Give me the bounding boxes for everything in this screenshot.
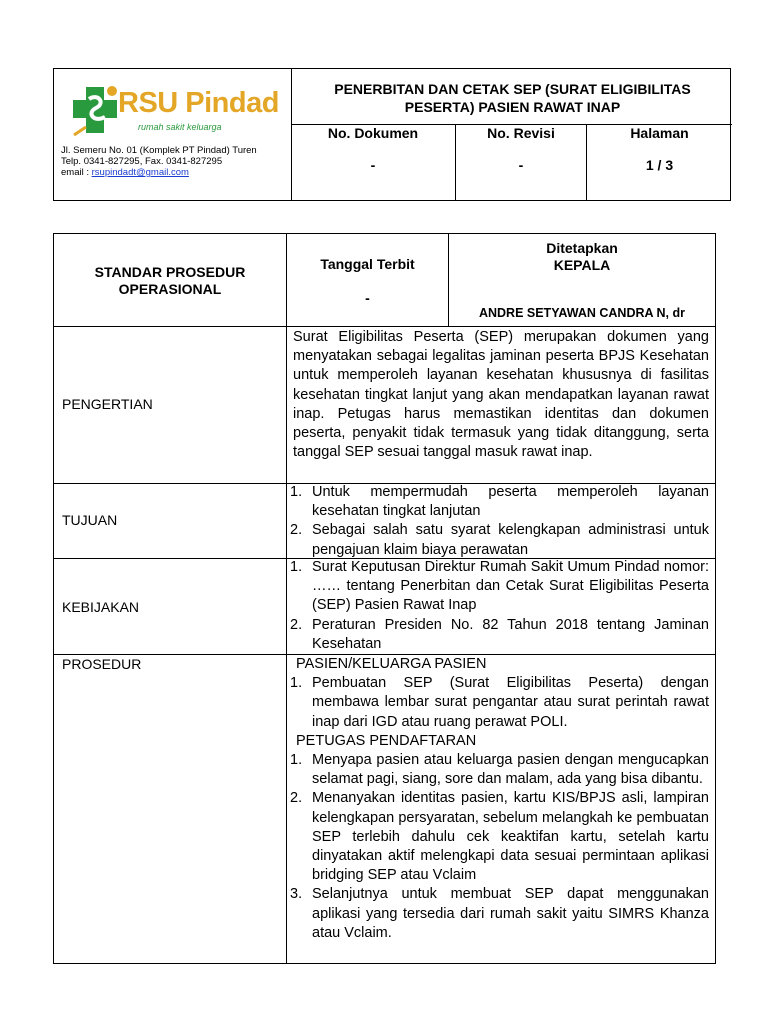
kebijakan-list [290,558,709,654]
address-line-1: Jl. Semeru No. 01 (Komplek PT Pindad) Turen [61,145,257,156]
prosedur-petugas-list [290,751,709,943]
hospital-cross-icon [72,81,118,139]
tujuan-label: TUJUAN [62,512,118,528]
address-line-2: Telp. 0341-827295, Fax. 0341-827295 [61,156,223,167]
prosedur-content [290,655,709,943]
signatory-name: ANDRE SETYAWAN CANDRA N, dr [478,306,686,320]
kepala-label: KEPALA [553,257,611,273]
halaman-value: 1 / 3 [645,157,674,173]
sop-table [53,233,716,964]
logo-name: RSU Pindad [118,87,279,119]
ditetapkan-label: Ditetapkan [546,240,618,256]
kebijakan-label: KEBIJAKAN [62,599,140,615]
sop-title: STANDAR PROSEDUR OPERASIONAL [94,264,246,297]
email-line [61,167,189,178]
logo-tagline: rumah sakit keluarga [138,122,222,132]
dokumen-header: No. Dokumen [327,125,419,141]
list-item: 2. Menanyakan identitas pasien, kartu KIS/BPJS asli, lampiran kelengkapan persyaratan, sebelum melangkah ke pembuatan SEP terlebih dahulu cek keaktifan kartu, setelah kartu dinyatakan aktif melengkapi data sesuai permintaan aplikasi bridging SEP atau Vclaim [290,790,709,884]
pengertian-label: PENGERTIAN [62,396,153,412]
column-divider [286,234,287,963]
document-header-table [53,68,731,201]
halaman-header: Halaman [630,125,689,141]
revisi-header: No. Revisi [487,125,555,141]
dokumen-value: - [370,157,376,173]
list-item: 1. Surat Keputusan Direktur Rumah Sakit Umum Pindad nomor: …… tentang Penerbitan dan Cetak Surat Eligibilitas Peserta (SEP) Pasien Rawat Inap [290,559,709,614]
hospital-logo [72,81,282,141]
list-item: 2. Sebagai salah satu syarat kelengkapan administrasi untuk pengajuan klaim biaya perawatan [290,522,709,558]
row-divider [54,326,715,327]
list-item: 3. Selanjutnya untuk membuat SEP dapat menggunakan aplikasi yang tersedia dari rumah sakit yaitu SIMRS Khanza atau Vclaim. [290,886,709,941]
title-cell [291,69,732,124]
email-link[interactable]: rsupindadt@gmail.com [91,167,189,178]
tujuan-list [290,483,709,560]
prosedur-group-title: PETUGAS PENDAFTARAN [296,732,477,749]
prosedur-group-title: PASIEN/KELUARGA PASIEN [296,656,487,672]
pengertian-text: Surat Eligibilitas Peserta (SEP) merupakan dokumen yang menyatakan sebagai legalitas jaminan peserta BPJS Kesehatan untuk memperoleh layanan kesehatan khususnya di fasilitas kesehatan tingkat lanjut yang akan mendapatkan layanan rawat inap. Petugas harus memastikan identitas dan dokumen peserta, penyakit tidak termasuk yang tidak ditanggung, serta tanggal SEP sesuai tanggal masuk rawat inap. [293,329,709,461]
list-item: 2. Peraturan Presiden No. 82 Tahun 2018 tentang Jaminan Kesehatan [290,616,709,652]
tanggal-terbit-value: - [365,290,370,306]
document-title: PENERBITAN DAN CETAK SEP (SURAT ELIGIBILITAS PESERTA) PASIEN RAWAT INAP [334,81,691,115]
email-label: email : [61,167,92,178]
revisi-value: - [518,157,524,173]
list-item: 1. Untuk mempermudah peserta memperoleh layanan kesehatan tingkat lanjutan [290,484,709,520]
prosedur-pasien-list [290,674,709,732]
prosedur-label: PROSEDUR [62,656,142,672]
list-item: 1. Pembuatan SEP (Surat Eligibilitas Peserta) dengan membawa lembar surat pengantar atau surat perintah rawat inap dari IGD atau ruang perawat POLI. [290,675,709,730]
list-item: 1. Menyapa pasien atau keluarga pasien dengan mengucapkan selamat pagi, siang, sore dan malam, ada yang bisa dibantu. [290,752,709,788]
tanggal-terbit-label: Tanggal Terbit [320,256,415,272]
